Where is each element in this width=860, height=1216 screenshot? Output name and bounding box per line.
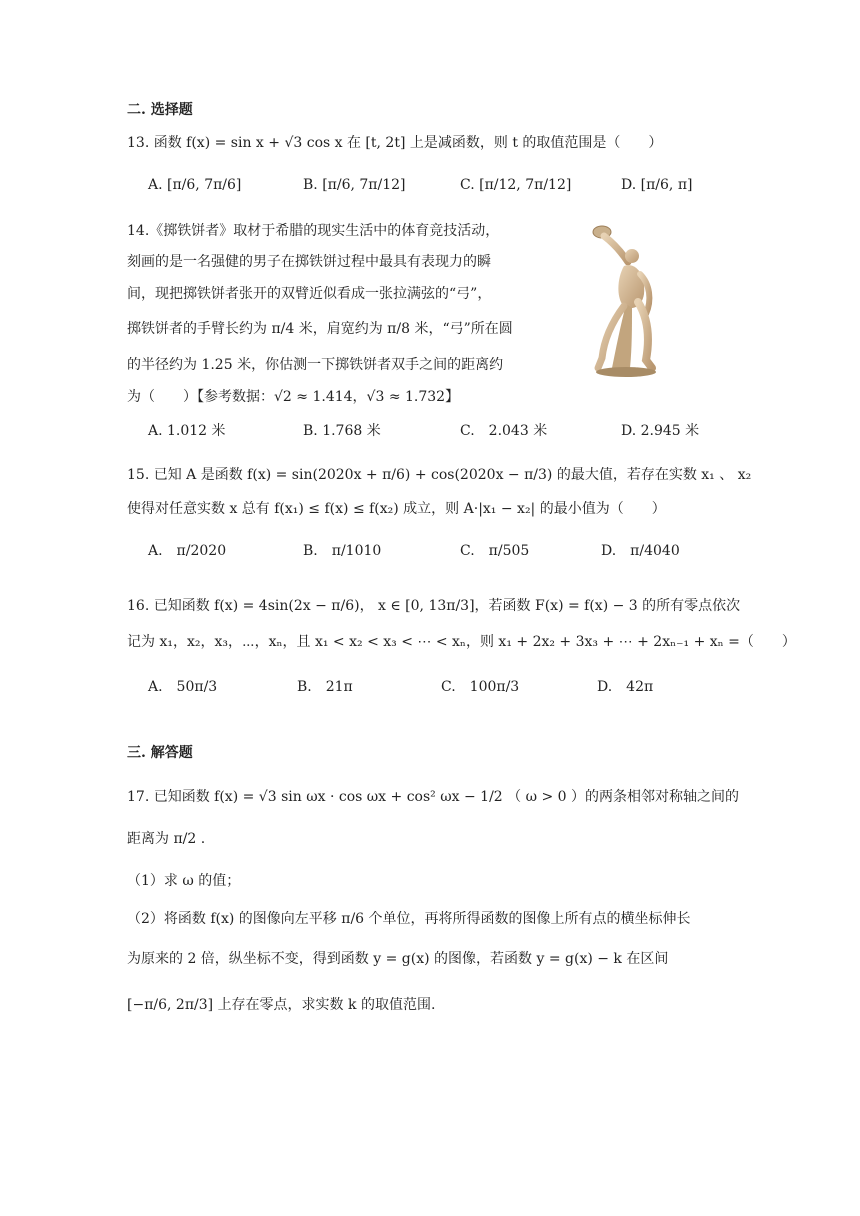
q16-option-b: B. 21π [297, 679, 353, 695]
q17-part-2-line-3: [−π/6, 2π/3] 上存在零点，求实数 k 的取值范围. [127, 997, 436, 1013]
q16-line-1: 16. 已知函数 f(x) = 4sin(2x − π/6)， x ∈ [0, 13π/3]，若函数 F(x) = f(x) − 3 的所有零点依次 [127, 598, 741, 614]
q13-option-c: C. [π/12, 7π/12] [460, 177, 572, 193]
q17-part-2-line-1: （2）将函数 f(x) 的图像向左平移 π/6 个单位，再将所得函数的图像上所有点的横坐标伸长 [127, 911, 691, 927]
q16-option-d: D. 42π [597, 679, 654, 695]
q14-line-6: 为（ ）【参考数据：√2 ≈ 1.414，√3 ≈ 1.732】 [127, 389, 460, 405]
q17-part-1: （1）求 ω 的值； [127, 873, 241, 889]
q14-line-2: 刻画的是一名强健的男子在掷铁饼过程中最具有表现力的瞬 [127, 254, 491, 270]
q15-option-b: B. π/1010 [303, 543, 382, 559]
q17-line-1: 17. 已知函数 f(x) = √3 sin ωx · cos ωx + cos² ωx − 1/2 （ ω > 0 ）的两条相邻对称轴之间的 [127, 789, 740, 805]
q13-option-a: A. [π/6, 7π/6] [148, 177, 242, 193]
q13-option-b: B. [π/6, 7π/12] [303, 177, 406, 193]
q13-option-d: D. [π/6, π] [621, 177, 693, 193]
q14-line-1: 14.《掷铁饼者》取材于希腊的现实生活中的体育竞技活动， [127, 223, 500, 239]
q15-option-c: C. π/505 [460, 543, 530, 559]
section-title-choice: 二. 选择题 [127, 102, 193, 118]
q16-option-a: A. 50π/3 [148, 679, 218, 695]
section-title-answer: 三. 解答题 [127, 745, 193, 761]
q15-option-a: A. π/2020 [148, 543, 227, 559]
q14-line-3: 间，现把掷铁饼者张开的双臂近似看成一张拉满弦的“弓”， [127, 286, 492, 302]
q15-line-1: 15. 已知 A 是函数 f(x) = sin(2020x + π/6) + cos(2020x − π/3) 的最大值，若存在实数 x₁ 、 x₂ [127, 467, 752, 483]
discus-thrower-statue-image [590, 218, 662, 380]
q17-part-2-line-2: 为原来的 2 倍，纵坐标不变，得到函数 y = g(x) 的图像，若函数 y = g(x) − k 在区间 [127, 951, 669, 967]
q14-option-a: A. 1.012 米 [148, 423, 226, 439]
q14-option-d: D. 2.945 米 [621, 423, 700, 439]
q16-line-2: 记为 x₁，x₂，x₃，⋯，xₙ，且 x₁ < x₂ < x₃ < ⋯ < xₙ，则 x₁ + 2x₂ + 3x₃ + ⋯ + 2xₙ₋₁ + xₙ =（ ） [127, 634, 796, 650]
q14-option-b: B. 1.768 米 [303, 423, 381, 439]
q15-line-2: 使得对任意实数 x 总有 f(x₁) ≤ f(x) ≤ f(x₂) 成立，则 A·|x₁ − x₂| 的最小值为（ ） [127, 501, 666, 517]
q15-option-d: D. π/4040 [601, 543, 680, 559]
q14-line-5: 的半径约为 1.25 米，你估测一下掷铁饼者双手之间的距离约 [127, 357, 504, 373]
q14-line-4: 掷铁饼者的手臂长约为 π/4 米，肩宽约为 π/8 米，“弓”所在圆 [127, 321, 513, 337]
q17-line-2: 距离为 π/2 . [127, 831, 206, 847]
q16-option-c: C. 100π/3 [441, 679, 520, 695]
q14-option-c: C. 2.043 米 [460, 423, 548, 439]
q13-stem: 13. 函数 f(x) = sin x + √3 cos x 在 [t, 2t] 上是减函数，则 t 的取值范围是（ ） [127, 135, 663, 151]
